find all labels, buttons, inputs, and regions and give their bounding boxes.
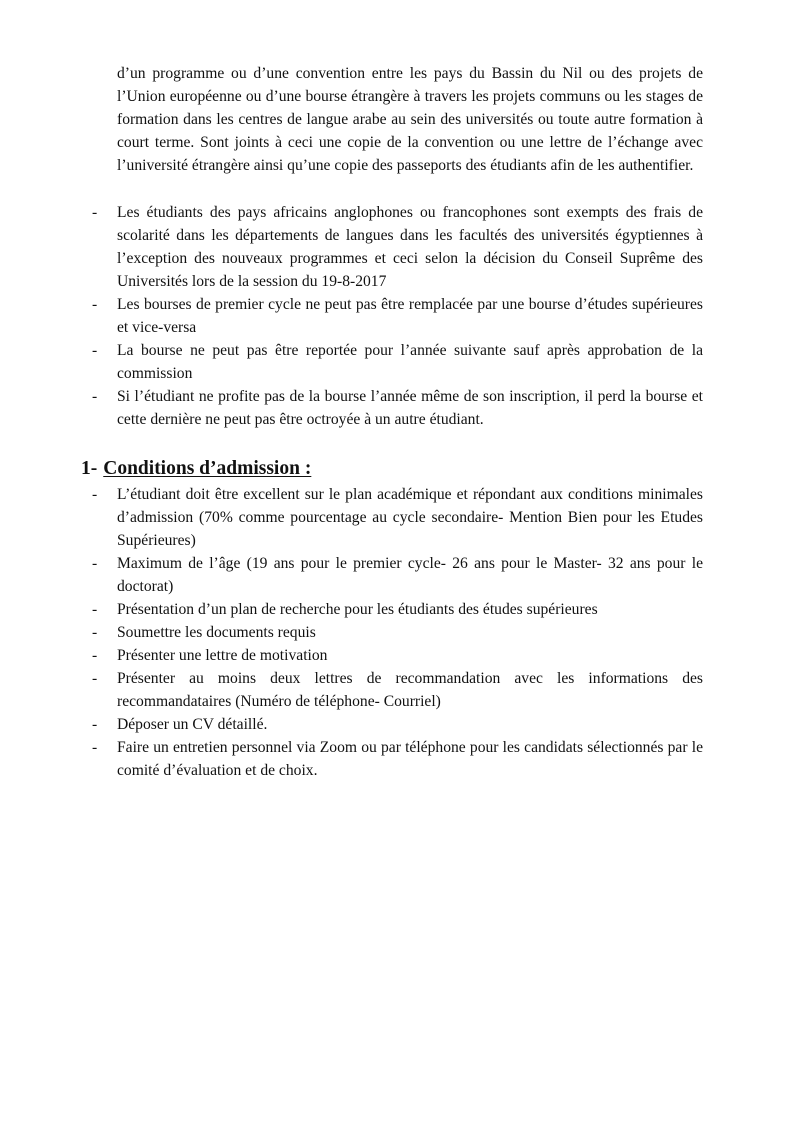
bullet-dash: - xyxy=(92,739,98,756)
section-title: Conditions d’admission : xyxy=(103,458,312,479)
list-item xyxy=(92,644,703,667)
list-item xyxy=(92,483,703,552)
admission-conditions-list xyxy=(92,483,703,782)
list-item-text: Faire un entretien personnel via Zoom ou par téléphone pour les candidats sélectionnés par le comité d’évaluation et de choix. xyxy=(117,739,703,779)
list-item-text: L’étudiant doit être excellent sur le plan académique et répondant aux conditions minimales d’admission (70% comme pourcentage au cycle secondaire- Mention Bien pour les Etudes Supérieures) xyxy=(117,486,703,549)
bullet-dash: - xyxy=(92,486,98,503)
bullet-dash: - xyxy=(92,204,98,221)
list-item xyxy=(92,385,703,431)
list-item-text: Présentation d’un plan de recherche pour les étudiants des études supérieures xyxy=(117,601,598,618)
list-item-text: Les bourses de premier cycle ne peut pas être remplacée par une bourse d’études supérieures et vice-versa xyxy=(117,296,703,336)
continuation-paragraph: d’un programme ou d’une convention entre les pays du Bassin du Nil ou des projets de l’Union européenne ou d’une bourse étrangère à travers les projets communs ou les stages de formation dans les centres de langue arabe au sein des universités ou toute autre formation à court terme. Sont joints à ceci une copie de la convention ou une lettre de l’échange avec l’université étrangère ainsi qu’une copie des passeports des étudiants afin de les authentifier. xyxy=(117,65,703,174)
list-item xyxy=(92,339,703,385)
bullet-dash: - xyxy=(92,555,98,572)
rules-list xyxy=(92,201,703,431)
list-item-text: La bourse ne peut pas être reportée pour l’année suivante sauf après approbation de la commission xyxy=(117,342,703,382)
list-item xyxy=(92,621,703,644)
bullet-dash: - xyxy=(92,296,98,313)
bullet-dash: - xyxy=(92,601,98,618)
bullet-dash: - xyxy=(92,624,98,641)
bullet-dash: - xyxy=(92,342,98,359)
list-item-text: Présenter au moins deux lettres de recommandation avec les informations des recommandataires (Numéro de téléphone- Courriel) xyxy=(117,670,703,710)
list-item-text: Soumettre les documents requis xyxy=(117,624,316,641)
bullet-dash: - xyxy=(92,670,98,687)
list-item-text: Présenter une lettre de motivation xyxy=(117,647,328,664)
bullet-dash: - xyxy=(92,388,98,405)
list-item xyxy=(92,598,703,621)
list-item-text: Déposer un CV détaillé. xyxy=(117,716,268,733)
bullet-dash: - xyxy=(92,647,98,664)
list-item-text: Si l’étudiant ne profite pas de la bourse l’année même de son inscription, il perd la bourse et cette dernière ne peut pas être octroyée à un autre étudiant. xyxy=(117,388,703,428)
section-heading xyxy=(81,457,311,481)
list-item-text: Les étudiants des pays africains anglophones ou francophones sont exempts des frais de scolarité dans les départements de langues dans les facultés des universités égyptiennes à l’exception des nouveaux programmes et ceci selon la décision du Conseil Suprême des Universités lors de la session du 19-8-2017 xyxy=(117,204,703,290)
list-item xyxy=(92,736,703,782)
bullet-dash: - xyxy=(92,716,98,733)
list-item xyxy=(92,667,703,713)
list-item xyxy=(92,552,703,598)
list-item-text: Maximum de l’âge (19 ans pour le premier cycle- 26 ans pour le Master- 32 ans pour le doctorat) xyxy=(117,555,703,595)
list-item xyxy=(92,293,703,339)
list-item xyxy=(92,713,703,736)
section-number: 1- xyxy=(81,458,98,479)
list-item xyxy=(92,201,703,293)
